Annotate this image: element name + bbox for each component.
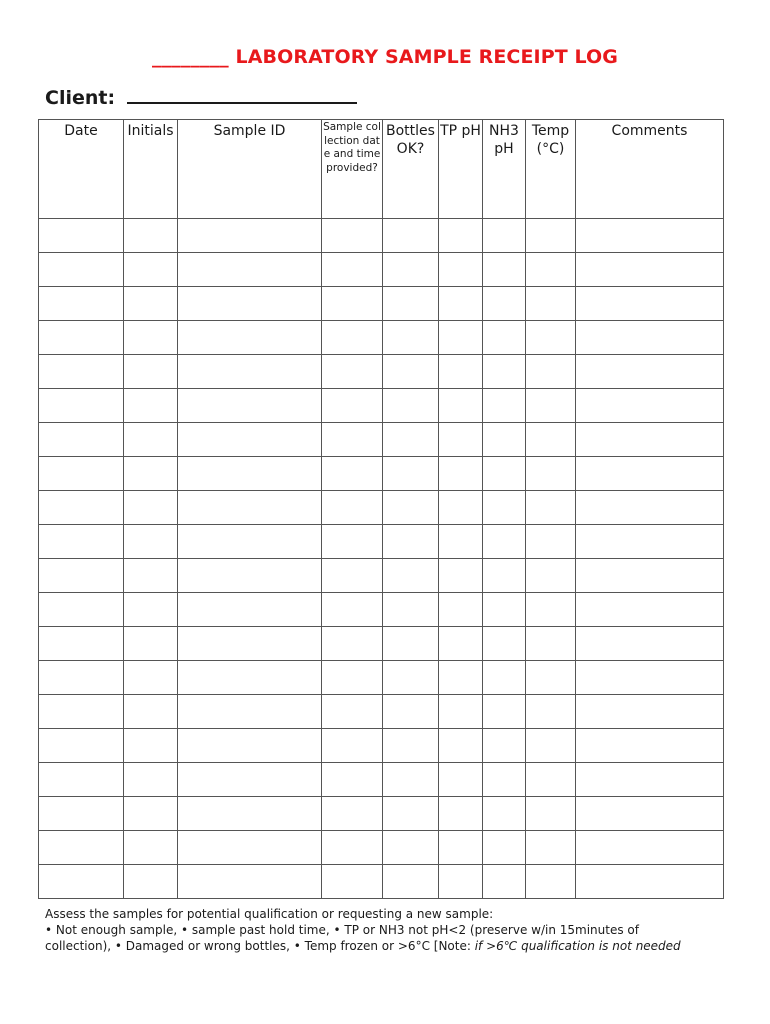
- table-row: [39, 457, 724, 491]
- cell-bottles-ok[interactable]: [383, 219, 439, 253]
- cell-tp-ph[interactable]: [439, 593, 483, 627]
- cell-date[interactable]: [39, 661, 124, 695]
- cell-bottles-ok[interactable]: [383, 355, 439, 389]
- cell-initials[interactable]: [124, 831, 178, 865]
- header-nh3-ph: NH3 pH: [483, 120, 526, 219]
- cell-comments[interactable]: [576, 627, 724, 661]
- cell-sample-id[interactable]: [178, 525, 322, 559]
- table-row: [39, 287, 724, 321]
- cell-comments[interactable]: [576, 695, 724, 729]
- cell-temp[interactable]: [526, 389, 576, 423]
- cell-tp-ph[interactable]: [439, 457, 483, 491]
- table-row: [39, 321, 724, 355]
- cell-initials[interactable]: [124, 593, 178, 627]
- cell-sample-collection[interactable]: [322, 865, 383, 899]
- cell-nh3-ph[interactable]: [483, 457, 526, 491]
- cell-sample-id[interactable]: [178, 729, 322, 763]
- cell-bottles-ok[interactable]: [383, 627, 439, 661]
- cell-sample-collection[interactable]: [322, 661, 383, 695]
- cell-sample-collection[interactable]: [322, 797, 383, 831]
- cell-bottles-ok[interactable]: [383, 661, 439, 695]
- cell-nh3-ph[interactable]: [483, 729, 526, 763]
- cell-comments[interactable]: [576, 593, 724, 627]
- cell-sample-id[interactable]: [178, 797, 322, 831]
- header-bottles-ok: Bottles OK?: [383, 120, 439, 219]
- cell-temp[interactable]: [526, 661, 576, 695]
- table-row: [39, 763, 724, 797]
- cell-tp-ph[interactable]: [439, 831, 483, 865]
- table-row: [39, 695, 724, 729]
- cell-initials[interactable]: [124, 627, 178, 661]
- cell-comments[interactable]: [576, 763, 724, 797]
- cell-sample-id[interactable]: [178, 559, 322, 593]
- cell-sample-collection[interactable]: [322, 695, 383, 729]
- header-temp: Temp (°C): [526, 120, 576, 219]
- cell-tp-ph[interactable]: [439, 253, 483, 287]
- cell-sample-id[interactable]: [178, 253, 322, 287]
- notes-line-3: [45, 938, 745, 954]
- cell-initials[interactable]: [124, 457, 178, 491]
- table-row: [39, 491, 724, 525]
- title-blank: ________: [151, 46, 229, 68]
- header-row: [39, 120, 724, 219]
- log-body: [39, 219, 724, 899]
- cell-sample-id[interactable]: [178, 695, 322, 729]
- cell-comments[interactable]: [576, 355, 724, 389]
- table-row: [39, 593, 724, 627]
- cell-nh3-ph[interactable]: [483, 661, 526, 695]
- cell-sample-collection[interactable]: [322, 525, 383, 559]
- cell-sample-id[interactable]: [178, 321, 322, 355]
- cell-sample-collection[interactable]: [322, 321, 383, 355]
- cell-nh3-ph[interactable]: [483, 287, 526, 321]
- cell-initials[interactable]: [124, 389, 178, 423]
- cell-temp[interactable]: [526, 865, 576, 899]
- header-sample-collection: Sample collection date and time provided?: [322, 120, 383, 219]
- cell-sample-collection[interactable]: [322, 491, 383, 525]
- cell-date[interactable]: [39, 219, 124, 253]
- cell-temp[interactable]: [526, 219, 576, 253]
- cell-initials[interactable]: [124, 797, 178, 831]
- cell-temp[interactable]: [526, 287, 576, 321]
- cell-tp-ph[interactable]: [439, 797, 483, 831]
- cell-tp-ph[interactable]: [439, 865, 483, 899]
- cell-comments[interactable]: [576, 491, 724, 525]
- table-row: [39, 559, 724, 593]
- cell-date[interactable]: [39, 287, 124, 321]
- cell-nh3-ph[interactable]: [483, 321, 526, 355]
- header-tp-ph: TP pH: [439, 120, 483, 219]
- cell-tp-ph[interactable]: [439, 287, 483, 321]
- cell-temp[interactable]: [526, 627, 576, 661]
- cell-comments[interactable]: [576, 865, 724, 899]
- page-title: [0, 46, 770, 68]
- cell-tp-ph[interactable]: [439, 423, 483, 457]
- cell-nh3-ph[interactable]: [483, 389, 526, 423]
- cell-initials[interactable]: [124, 287, 178, 321]
- cell-tp-ph[interactable]: [439, 355, 483, 389]
- cell-sample-collection[interactable]: [322, 831, 383, 865]
- cell-date[interactable]: [39, 729, 124, 763]
- cell-sample-collection[interactable]: [322, 423, 383, 457]
- table-row: [39, 797, 724, 831]
- cell-date[interactable]: [39, 763, 124, 797]
- cell-nh3-ph[interactable]: [483, 763, 526, 797]
- cell-sample-id[interactable]: [178, 423, 322, 457]
- cell-comments[interactable]: [576, 287, 724, 321]
- cell-tp-ph[interactable]: [439, 661, 483, 695]
- table-row: [39, 219, 724, 253]
- cell-initials[interactable]: [124, 253, 178, 287]
- cell-bottles-ok[interactable]: [383, 695, 439, 729]
- cell-sample-collection[interactable]: [322, 287, 383, 321]
- cell-nh3-ph[interactable]: [483, 831, 526, 865]
- cell-temp[interactable]: [526, 525, 576, 559]
- cell-comments[interactable]: [576, 661, 724, 695]
- cell-bottles-ok[interactable]: [383, 423, 439, 457]
- cell-date[interactable]: [39, 491, 124, 525]
- cell-date[interactable]: [39, 627, 124, 661]
- cell-temp[interactable]: [526, 593, 576, 627]
- cell-bottles-ok[interactable]: [383, 763, 439, 797]
- table-row: [39, 525, 724, 559]
- cell-temp[interactable]: [526, 457, 576, 491]
- header-initials: Initials: [124, 120, 178, 219]
- cell-bottles-ok[interactable]: [383, 831, 439, 865]
- cell-nh3-ph[interactable]: [483, 593, 526, 627]
- cell-nh3-ph[interactable]: [483, 865, 526, 899]
- cell-initials[interactable]: [124, 695, 178, 729]
- cell-bottles-ok[interactable]: [383, 287, 439, 321]
- table-row: [39, 423, 724, 457]
- client-field: [45, 84, 357, 109]
- cell-nh3-ph[interactable]: [483, 525, 526, 559]
- cell-bottles-ok[interactable]: [383, 729, 439, 763]
- cell-nh3-ph[interactable]: [483, 559, 526, 593]
- cell-sample-id[interactable]: [178, 593, 322, 627]
- cell-sample-id[interactable]: [178, 389, 322, 423]
- cell-temp[interactable]: [526, 423, 576, 457]
- cell-comments[interactable]: [576, 729, 724, 763]
- header-sample-id: Sample ID: [178, 120, 322, 219]
- cell-sample-id[interactable]: [178, 661, 322, 695]
- cell-tp-ph[interactable]: [439, 763, 483, 797]
- cell-tp-ph[interactable]: [439, 525, 483, 559]
- cell-date[interactable]: [39, 253, 124, 287]
- cell-tp-ph[interactable]: [439, 729, 483, 763]
- cell-comments[interactable]: [576, 219, 724, 253]
- cell-initials[interactable]: [124, 491, 178, 525]
- cell-bottles-ok[interactable]: [383, 491, 439, 525]
- cell-temp[interactable]: [526, 695, 576, 729]
- cell-date[interactable]: [39, 695, 124, 729]
- cell-initials[interactable]: [124, 661, 178, 695]
- cell-temp[interactable]: [526, 559, 576, 593]
- cell-sample-collection[interactable]: [322, 457, 383, 491]
- client-blank-line[interactable]: [127, 84, 357, 104]
- cell-temp[interactable]: [526, 797, 576, 831]
- notes-line-2: • Not enough sample, • sample past hold time, • TP or NH3 not pH<2 (preserve w/in 15minutes of: [45, 923, 639, 937]
- cell-sample-collection[interactable]: [322, 219, 383, 253]
- cell-tp-ph[interactable]: [439, 627, 483, 661]
- cell-date[interactable]: [39, 389, 124, 423]
- cell-comments[interactable]: [576, 457, 724, 491]
- cell-sample-collection[interactable]: [322, 355, 383, 389]
- cell-date[interactable]: [39, 593, 124, 627]
- cell-temp[interactable]: [526, 321, 576, 355]
- table-row: [39, 389, 724, 423]
- cell-nh3-ph[interactable]: [483, 627, 526, 661]
- cell-bottles-ok[interactable]: [383, 593, 439, 627]
- cell-nh3-ph[interactable]: [483, 219, 526, 253]
- cell-bottles-ok[interactable]: [383, 457, 439, 491]
- cell-sample-id[interactable]: [178, 355, 322, 389]
- cell-temp[interactable]: [526, 491, 576, 525]
- table-row: [39, 831, 724, 865]
- table-row: [39, 627, 724, 661]
- cell-temp[interactable]: [526, 831, 576, 865]
- cell-sample-collection[interactable]: [322, 389, 383, 423]
- cell-initials[interactable]: [124, 219, 178, 253]
- cell-comments[interactable]: [576, 525, 724, 559]
- cell-sample-id[interactable]: [178, 763, 322, 797]
- table-row: [39, 253, 724, 287]
- table-row: [39, 865, 724, 899]
- cell-date[interactable]: [39, 797, 124, 831]
- cell-tp-ph[interactable]: [439, 321, 483, 355]
- assessment-notes: [45, 906, 745, 954]
- title-text: LABORATORY SAMPLE RECEIPT LOG: [235, 46, 618, 68]
- cell-bottles-ok[interactable]: [383, 253, 439, 287]
- cell-date[interactable]: [39, 831, 124, 865]
- cell-nh3-ph[interactable]: [483, 423, 526, 457]
- cell-sample-collection[interactable]: [322, 593, 383, 627]
- cell-initials[interactable]: [124, 865, 178, 899]
- cell-date[interactable]: [39, 423, 124, 457]
- cell-date[interactable]: [39, 355, 124, 389]
- cell-sample-collection[interactable]: [322, 627, 383, 661]
- cell-nh3-ph[interactable]: [483, 491, 526, 525]
- sample-log-table: [38, 119, 724, 899]
- cell-comments[interactable]: [576, 559, 724, 593]
- cell-comments[interactable]: [576, 831, 724, 865]
- cell-nh3-ph[interactable]: [483, 797, 526, 831]
- cell-temp[interactable]: [526, 253, 576, 287]
- cell-sample-id[interactable]: [178, 491, 322, 525]
- cell-sample-id[interactable]: [178, 219, 322, 253]
- cell-initials[interactable]: [124, 423, 178, 457]
- table-row: [39, 661, 724, 695]
- cell-sample-id[interactable]: [178, 457, 322, 491]
- notes-line-3-text: collection), • Damaged or wrong bottles, • Temp frozen or >6°C [Note:: [45, 939, 475, 953]
- cell-comments[interactable]: [576, 389, 724, 423]
- cell-temp[interactable]: [526, 355, 576, 389]
- cell-bottles-ok[interactable]: [383, 865, 439, 899]
- cell-bottles-ok[interactable]: [383, 525, 439, 559]
- cell-bottles-ok[interactable]: [383, 797, 439, 831]
- cell-bottles-ok[interactable]: [383, 389, 439, 423]
- cell-sample-id[interactable]: [178, 831, 322, 865]
- cell-tp-ph[interactable]: [439, 695, 483, 729]
- cell-comments[interactable]: [576, 423, 724, 457]
- notes-line-3-italic: if >6℃ qualification is not needed: [474, 939, 681, 953]
- cell-sample-collection[interactable]: [322, 729, 383, 763]
- cell-initials[interactable]: [124, 559, 178, 593]
- cell-comments[interactable]: [576, 797, 724, 831]
- cell-nh3-ph[interactable]: [483, 253, 526, 287]
- notes-line-1: Assess the samples for potential qualification or requesting a new sample:: [45, 907, 494, 921]
- cell-date[interactable]: [39, 457, 124, 491]
- cell-nh3-ph[interactable]: [483, 695, 526, 729]
- header-date: Date: [39, 120, 124, 219]
- cell-sample-collection[interactable]: [322, 763, 383, 797]
- client-label: Client:: [45, 87, 116, 109]
- cell-sample-id[interactable]: [178, 287, 322, 321]
- cell-initials[interactable]: [124, 355, 178, 389]
- cell-comments[interactable]: [576, 253, 724, 287]
- cell-bottles-ok[interactable]: [383, 559, 439, 593]
- cell-sample-id[interactable]: [178, 627, 322, 661]
- cell-date[interactable]: [39, 525, 124, 559]
- cell-nh3-ph[interactable]: [483, 355, 526, 389]
- cell-initials[interactable]: [124, 763, 178, 797]
- table-row: [39, 355, 724, 389]
- cell-date[interactable]: [39, 865, 124, 899]
- cell-date[interactable]: [39, 321, 124, 355]
- cell-date[interactable]: [39, 559, 124, 593]
- cell-tp-ph[interactable]: [439, 219, 483, 253]
- cell-tp-ph[interactable]: [439, 389, 483, 423]
- cell-temp[interactable]: [526, 729, 576, 763]
- cell-tp-ph[interactable]: [439, 559, 483, 593]
- cell-bottles-ok[interactable]: [383, 321, 439, 355]
- cell-temp[interactable]: [526, 763, 576, 797]
- cell-initials[interactable]: [124, 729, 178, 763]
- cell-initials[interactable]: [124, 525, 178, 559]
- cell-comments[interactable]: [576, 321, 724, 355]
- cell-sample-collection[interactable]: [322, 253, 383, 287]
- cell-sample-id[interactable]: [178, 865, 322, 899]
- table-row: [39, 729, 724, 763]
- cell-sample-collection[interactable]: [322, 559, 383, 593]
- cell-initials[interactable]: [124, 321, 178, 355]
- header-comments: Comments: [576, 120, 724, 219]
- cell-tp-ph[interactable]: [439, 491, 483, 525]
